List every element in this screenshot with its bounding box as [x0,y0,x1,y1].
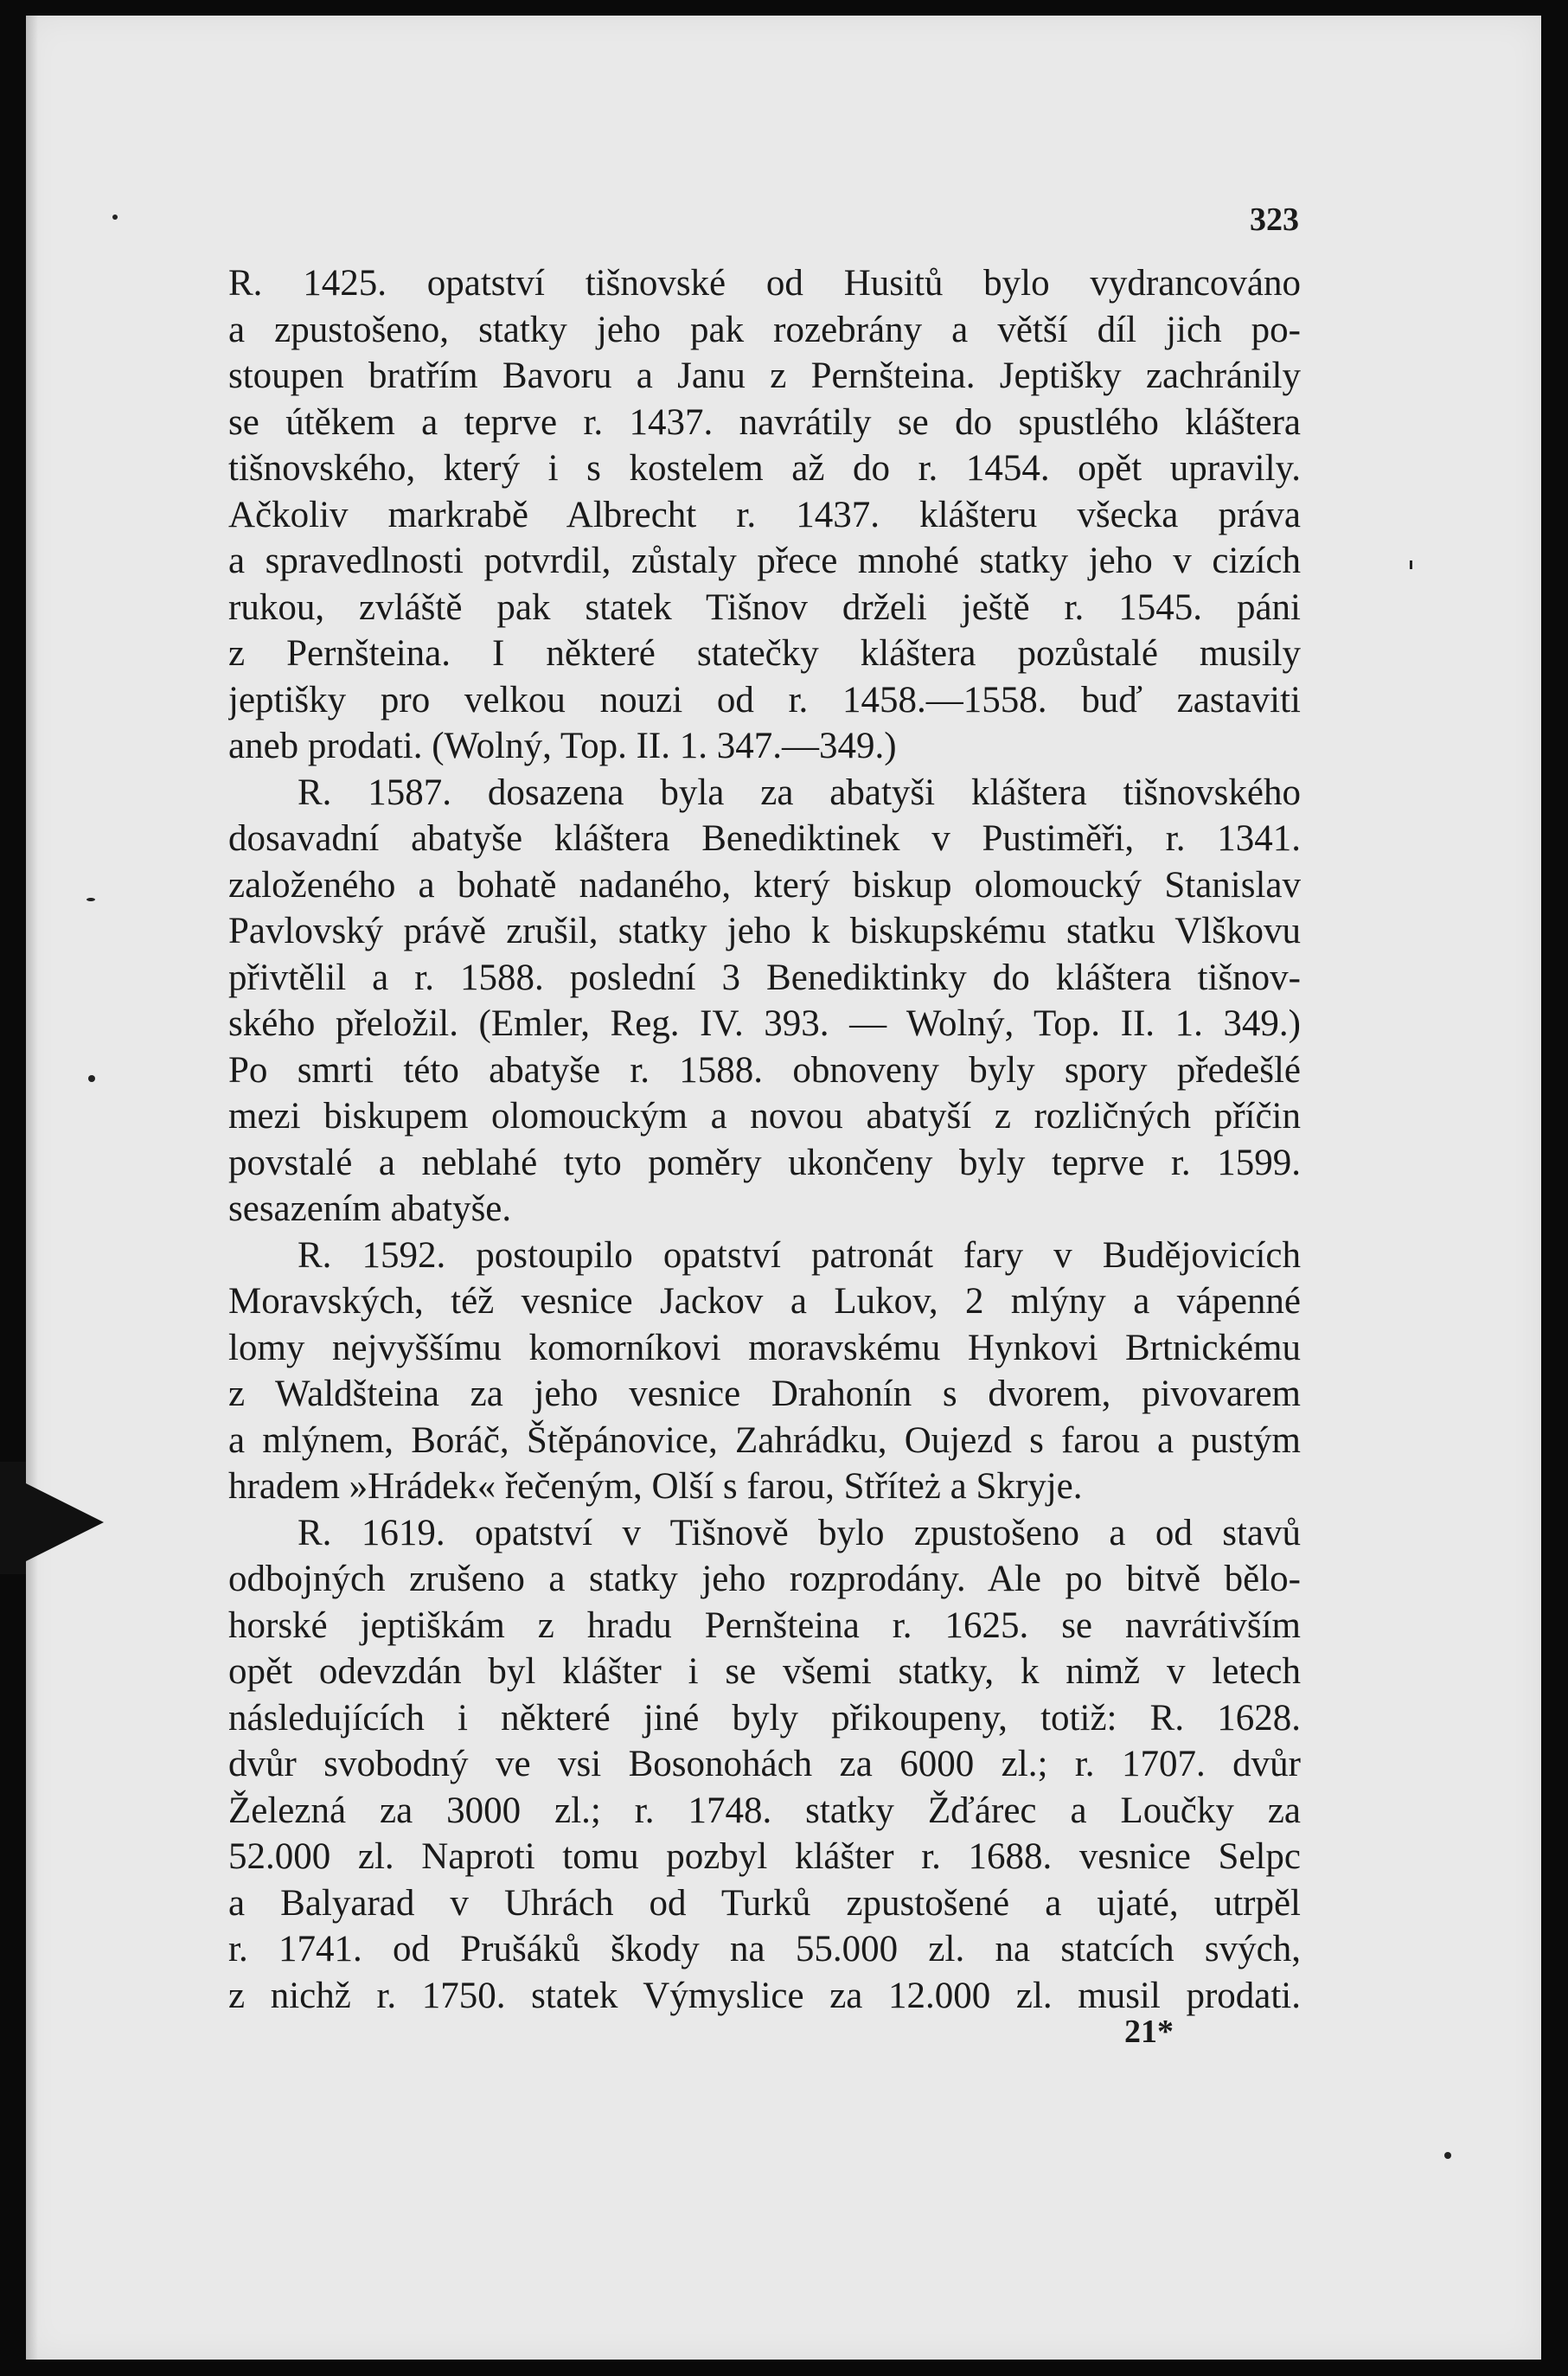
text-line: R. 1587. dosazena byla za abatyši kláštera tišnovského [298,772,1301,813]
text-line: a zpustošeno, statky jeho pak rozebrány a větší díl jich po- [228,309,1301,350]
printer-signature: 21* [1124,2014,1174,2050]
text-line: z Waldšteina za jeho vesnice Drahonín s dvorem, pivovarem [228,1374,1301,1414]
text-line: Pavlovský právě zrušil, statky jeho k biskupskému statku Vlškovu [228,911,1301,951]
text-line: 52.000 zl. Naproti tomu pozbyl klášter r. 1688. vesnice Selpc [228,1836,1301,1877]
scan-speck [88,1075,95,1082]
text-line: dosavadní abatyše kláštera Benediktinek v Pustiměři, r. 1341. [228,818,1301,859]
text-line: Ačkoliv markrabě Albrecht r. 1437. klášteru všecka práva [228,494,1301,535]
text-line: dvůr svobodný ve vsi Bosonohách za 6000 zl.; r. 1707. dvůr [228,1744,1301,1784]
text-line: z nichž r. 1750. statek Výmyslice za 12.000 zl. musil prodati. [228,1975,1301,2016]
text-line: přivtělil a r. 1588. poslední 3 Benediktinky do kláštera tišnov- [228,957,1301,998]
text-line: se útěkem a teprve r. 1437. navrátily se do spustlého kláštera [228,401,1301,443]
text-line: Železná za 3000 zl.; r. 1748. statky Žďárec a Loučky za [228,1790,1301,1831]
body-text [228,260,1301,2019]
text-line: založeného a bohatě nadaného, který biskup olomoucký Stanislav [228,864,1301,906]
text-line: opět odevzdán byl klášter i se všemi statky, k nimž v letech [228,1651,1301,1692]
text-line: rukou, zvláště pak statek Tišnov drželi ještě r. 1545. páni [228,586,1301,628]
text-line: Moravských, též vesnice Jackov a Lukov, 2 mlýny a vápenné [228,1281,1301,1322]
text-line: R. 1592. postoupilo opatství patronát fary v Budějovicích [298,1234,1301,1276]
text-line: a mlýnem, Boráč, Štěpánovice, Zahrádku, Oujezd s farou a pustým [228,1419,1301,1461]
text-line: horské jeptiškám z hradu Pernšteina r. 1625. se navrátivším [228,1604,1301,1646]
page-edge-shadow [26,16,38,2360]
text-line: Po smrti této abatyše r. 1588. obnoveny byly spory předešlé [228,1049,1301,1091]
page-number: 323 [1250,202,1299,238]
text-line: ského přeložil. (Emler, Reg. IV. 393. — Wolný, Top. II. 1. 349.) [228,1003,1301,1044]
text-line: následujících i některé jiné byly přikoupeny, totiž: R. 1628. [228,1697,1301,1739]
text-line: aneb prodati. (Wolný, Top. II. 1. 347.—349.) [228,726,897,766]
text-line: a spravedlnosti potvrdil, zůstaly přece mnohé statky jeho v cizích [228,541,1301,581]
binding-clip-arrow [0,1470,104,1574]
scan-speck [112,215,118,220]
text-line: jeptišky pro velkou nouzi od r. 1458.—1558. buď zastaviti [228,679,1301,720]
text-line: povstalé a neblahé tyto poměry ukončeny byly teprve r. 1599. [228,1142,1301,1183]
text-line: R. 1619. opatství v Tišnově bylo zpustošeno a od stavů [298,1512,1301,1553]
scan-speck [1444,2152,1451,2159]
scan-speck [86,898,95,901]
text-line: mezi biskupem olomouckým a novou abatyší z rozličných příčin [228,1096,1301,1137]
scan-speck [1410,560,1412,569]
text-line: stoupen bratřím Bavoru a Janu z Pernšteina. Jeptišky zachránily [228,355,1301,396]
book-page [26,16,1541,2360]
text-line: sesazením abatyše. [228,1188,512,1229]
text-line: r. 1741. od Prušáků škody na 55.000 zl. na statcích svých, [228,1929,1301,1969]
text-line: hradem »Hrádek« řečeným, Olší s farou, Stříteż a Skryje. [228,1466,1083,1507]
text-line: z Pernšteina. I některé statečky kláštera pozůstalé musily [228,633,1301,674]
text-line: tišnovského, který i s kostelem až do r. 1454. opět upravily. [228,448,1301,489]
text-line: R. 1425. opatství tišnovské od Husitů bylo vydrancováno [228,263,1301,304]
text-line: odbojných zrušeno a statky jeho rozprodány. Ale po bitvě bělo- [228,1559,1301,1599]
text-line: lomy nejvyššímu komorníkovi moravskému Hynkovi Brtnickému [228,1327,1301,1368]
text-line: a Balyarad v Uhrách od Turků zpustošené a ujaté, utrpěl [228,1882,1301,1924]
